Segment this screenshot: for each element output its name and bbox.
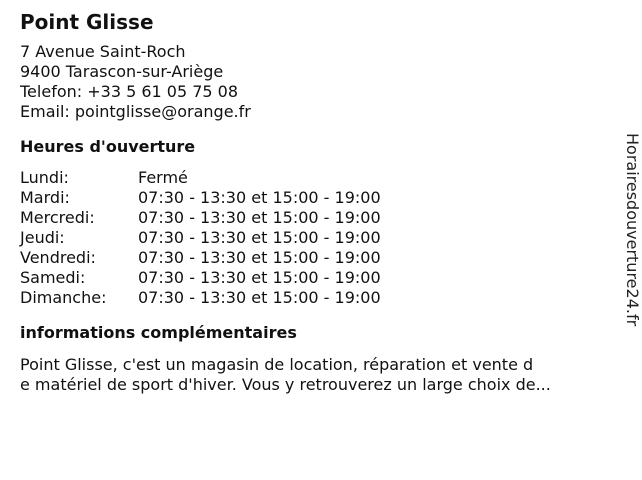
day-hours: 07:30 - 13:30 et 15:00 - 19:00 bbox=[138, 188, 381, 207]
hours-row-thursday bbox=[20, 228, 610, 248]
hours-row-friday bbox=[20, 248, 610, 268]
address-line-1: 7 Avenue Saint-Roch bbox=[20, 42, 186, 61]
hours-table bbox=[20, 168, 610, 308]
day-hours: 07:30 - 13:30 et 15:00 - 19:00 bbox=[138, 228, 381, 247]
day-hours: Fermé bbox=[138, 168, 188, 187]
hours-row-saturday bbox=[20, 268, 610, 288]
email-line: Email: pointglisse@orange.fr bbox=[20, 102, 251, 121]
day-label: Vendredi: bbox=[20, 248, 96, 267]
hours-row-tuesday bbox=[20, 188, 610, 208]
day-label: Lundi: bbox=[20, 168, 69, 187]
day-hours: 07:30 - 13:30 et 15:00 - 19:00 bbox=[138, 248, 381, 267]
day-label: Dimanche: bbox=[20, 288, 107, 307]
hours-row-monday bbox=[20, 168, 610, 188]
day-hours: 07:30 - 13:30 et 15:00 - 19:00 bbox=[138, 268, 381, 287]
business-name: Point Glisse bbox=[20, 10, 154, 34]
hours-row-sunday bbox=[20, 288, 610, 308]
info-line-2: e matériel de sport d'hiver. Vous y retrouverez un large choix de... bbox=[20, 375, 551, 394]
hours-heading: Heures d'ouverture bbox=[20, 137, 196, 156]
contact-block bbox=[20, 42, 610, 122]
day-label: Mardi: bbox=[20, 188, 70, 207]
business-card bbox=[20, 10, 610, 395]
day-hours: 07:30 - 13:30 et 15:00 - 19:00 bbox=[138, 208, 381, 227]
day-hours: 07:30 - 13:30 et 15:00 - 19:00 bbox=[138, 288, 381, 307]
address-line-2: 9400 Tarascon-sur-Ariège bbox=[20, 62, 224, 81]
phone-line: Telefon: +33 5 61 05 75 08 bbox=[20, 82, 239, 101]
info-line-1: Point Glisse, c'est un magasin de location, réparation et vente d bbox=[20, 355, 534, 374]
day-label: Mercredi: bbox=[20, 208, 95, 227]
watermark-vertical: Horairesdouverture24.fr bbox=[623, 133, 642, 327]
info-description bbox=[20, 355, 610, 395]
day-label: Jeudi: bbox=[20, 228, 65, 247]
hours-row-wednesday bbox=[20, 208, 610, 228]
day-label: Samedi: bbox=[20, 268, 86, 287]
info-heading: informations complémentaires bbox=[20, 323, 297, 342]
